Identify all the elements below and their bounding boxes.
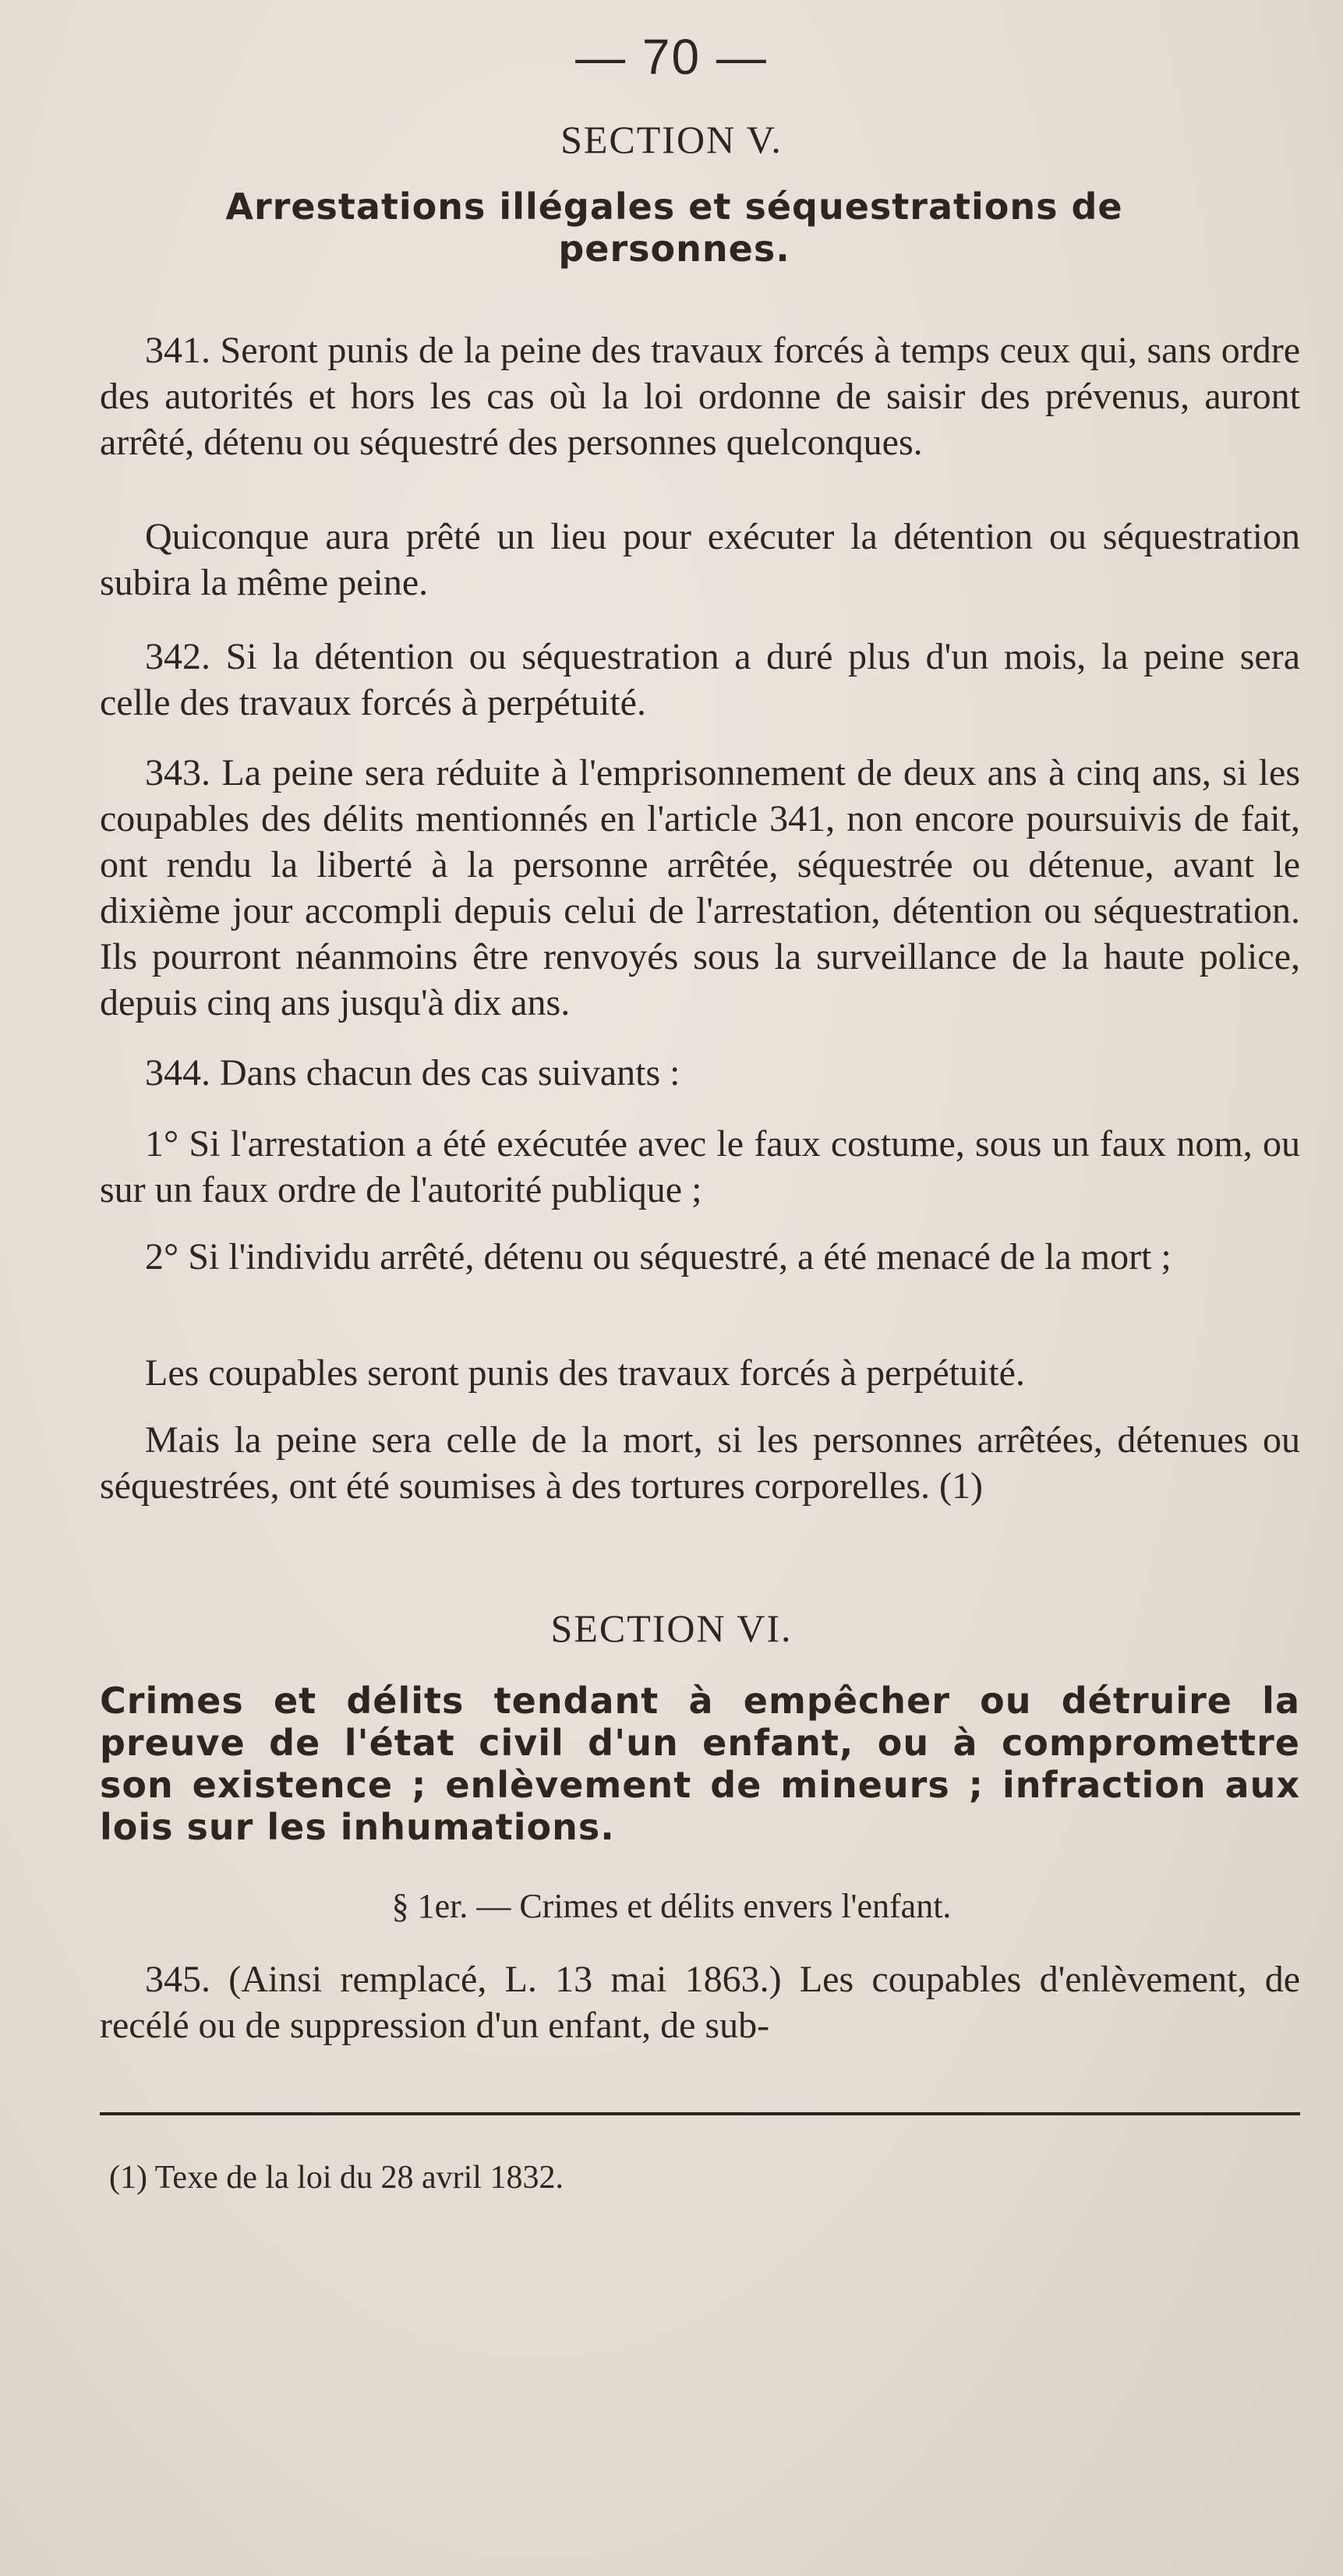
section-5-title: SECTION V. <box>560 118 783 161</box>
paragraph-344-item-1: 1° Si l'arrestation a été exécutée avec le faux costume, sous un faux nom, ou sur un faux ordre de l'autorité publique ; <box>100 1123 1300 1210</box>
paragraph-341-second: Quiconque aura prêté un lieu pour exécuter la détention ou séquestration subira la même peine. <box>100 516 1300 603</box>
footnote-rule <box>100 2112 1300 2115</box>
paragraph-342: 342. Si la détention ou séquestration a duré plus d'un mois, la peine sera celle des travaux forcés à perpétuité. <box>100 636 1300 723</box>
section-5-heading: Arrestations illégales et séquestrations de personnes. <box>225 186 1123 270</box>
paragraph-344-penalty: Les coupables seront punis des travaux forcés à perpétuité. <box>145 1352 1025 1394</box>
footnote: (1) Texe de la loi du 28 avril 1832. <box>109 2160 564 2196</box>
paragraph-345: 345. (Ainsi remplacé, L. 13 mai 1863.) Les coupables d'enlèvement, de recélé ou de suppression d'un enfant, de sub- <box>100 1959 1300 2046</box>
paragraph-344: 344. Dans chacun des cas suivants : <box>145 1052 680 1094</box>
paragraph-344-item-2: 2° Si l'individu arrêté, détenu ou séquestré, a été menacé de la mort ; <box>145 1236 1172 1277</box>
paragraph-343: 343. La peine sera réduite à l'emprisonnement de deux ans à cinq ans, si les coupables des délits mentionnés en l'article 341, non encore poursuivis de fait, ont rendu la liberté à la personne arrêtée, séquestrée ou détenue, avant le dixième jour accompli depuis celui de l'arrestation, détention ou séquestration. Ils pourront néanmoins être renvoyés sous la surveillance de la haute police, depuis cinq ans jusqu'à dix ans. <box>100 752 1300 1023</box>
subsection-title: § 1er. — Crimes et délits envers l'enfant. <box>391 1887 952 1925</box>
paragraph-341: 341. Seront punis de la peine des travaux forcés à temps ceux qui, sans ordre des autorités et hors les cas où la loi ordonne de saisir des prévenus, auront arrêté, détenu ou séquestré des personnes quelconques. <box>100 330 1300 463</box>
section-6-heading: Crimes et délits tendant à empêcher ou détruire la preuve de l'état civil d'un enfant, ou à compromettre son existence ; enlèvement de mineurs ; infraction aux lois sur les inhumations. <box>100 1680 1300 1848</box>
page-number: — 70 — <box>575 29 768 85</box>
paragraph-344-death: Mais la peine sera celle de la mort, si les personnes arrêtées, détenues ou séquestrées, ont été soumises à des tortures corporelles. (1) <box>100 1419 1300 1507</box>
section-6-title: SECTION VI. <box>550 1606 793 1650</box>
